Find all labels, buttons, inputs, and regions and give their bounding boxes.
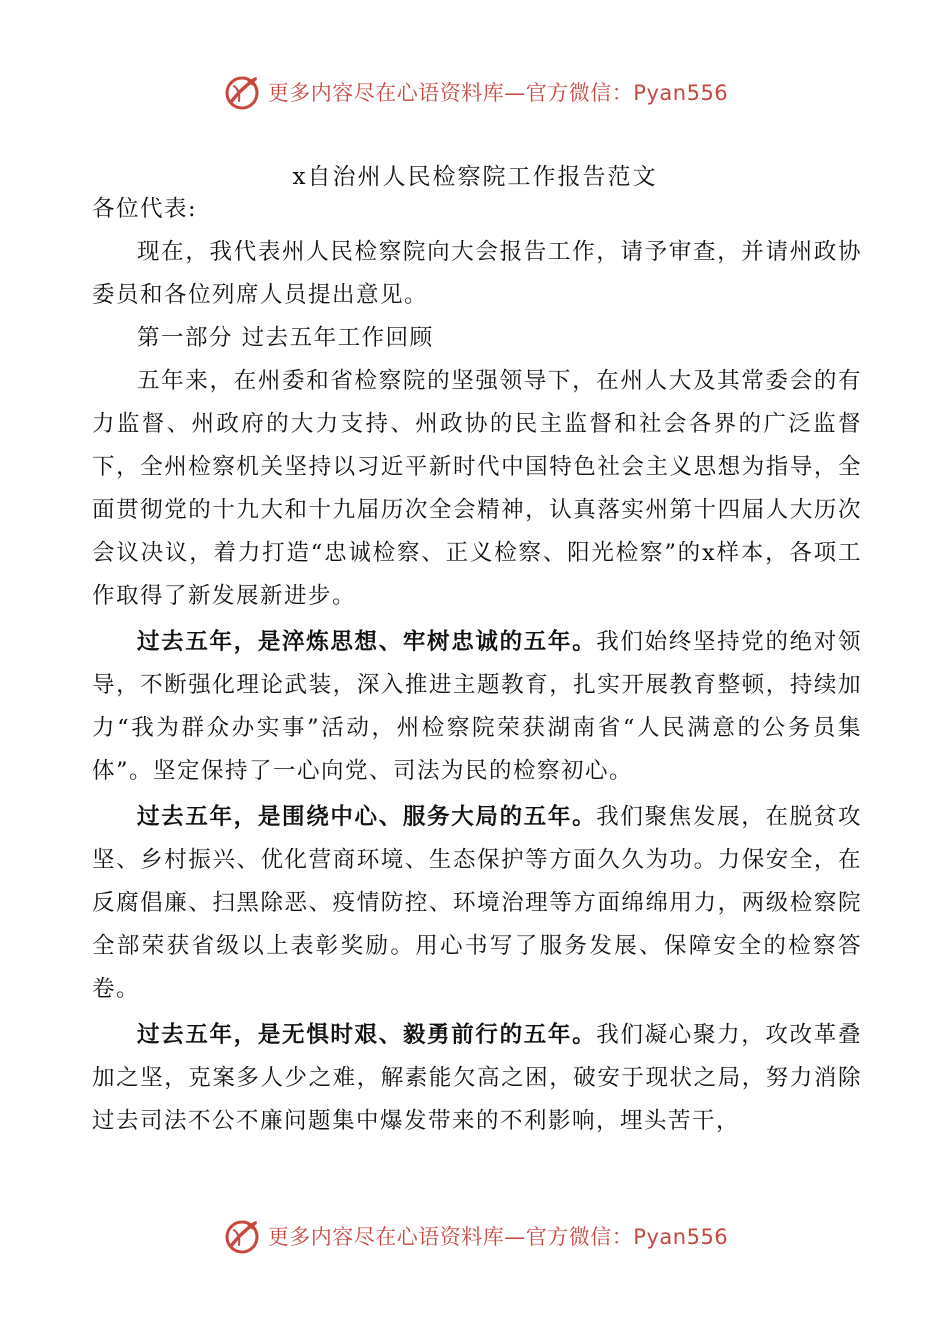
- banner-text: 更多内容尽在心语资料库—官方微信：Pyan556: [267, 81, 729, 105]
- salutation: 各位代表:: [92, 196, 198, 222]
- header-banner: [0, 70, 950, 114]
- paragraph-1-body: 我们始终坚持党的绝对领导，不断强化理论武装，深入推进主题教育，扎实开展教育整顿，持续加力“我为群众办实事”活动，州检察院荣获湖南省“人民满意的公务员集体”。坚定保持了一心向党、司法为民的检察初心。: [92, 629, 862, 784]
- document-body: [92, 188, 862, 1143]
- section-heading: 第一部分 过去五年工作回顾: [137, 325, 434, 351]
- overview-paragraph: 五年来，在州委和省检察院的坚强领导下，在州人大及其常委会的有力监督、州政府的大力支持、州政协的民主监督和社会各界的广泛监督下，全州检察机关坚持以习近平新时代中国特色社会主义思想为指导，全面贯彻党的十九大和十九届历次全会精神，认真落实州第十四届人大历次会议决议，着力打造“忠诚检察、正义检察、阳光检察”的x样本，各项工作取得了新发展新进步。: [92, 368, 862, 609]
- paragraph-2-lead: 过去五年，是围绕中心、服务大局的五年。: [137, 804, 597, 830]
- paragraph-3-body: 我们凝心聚力，攻改革叠加之坚，克案多人少之难，解素能欠高之困，破安于现状之局，努力消除过去司法不公不廉问题集中爆发带来的不利影响，埋头苦干，: [92, 1022, 862, 1134]
- paragraph-3: [92, 1014, 862, 1143]
- banner-text: 更多内容尽在心语资料库—官方微信：Pyan556: [267, 1225, 729, 1249]
- logo-icon: [222, 72, 262, 112]
- intro-paragraph: 现在，我代表州人民检察院向大会报告工作，请予审查，并请州政协委员和各位列席人员提出意见。: [92, 239, 862, 308]
- document-title: x自治州人民检察院工作报告范文: [292, 164, 658, 190]
- footer-banner: [0, 1214, 950, 1258]
- paragraph-1: [92, 621, 862, 793]
- paragraph-2-body: 我们聚焦发展，在脱贫攻坚、乡村振兴、优化营商环境、生态保护等方面久久为功。力保安全，在反腐倡廉、扫黑除恶、疫情防控、环境治理等方面绵绵用力，两级检察院全部荣获省级以上表彰奖励。用心书写了服务发展、保障安全的检察答卷。: [92, 804, 862, 1002]
- paragraph-2: [92, 796, 862, 1011]
- paragraph-3-lead: 过去五年，是无惧时艰、毅勇前行的五年。: [137, 1022, 597, 1048]
- logo-icon: [222, 1216, 262, 1256]
- paragraph-1-lead: 过去五年，是淬炼思想、牢树忠诚的五年。: [137, 629, 597, 655]
